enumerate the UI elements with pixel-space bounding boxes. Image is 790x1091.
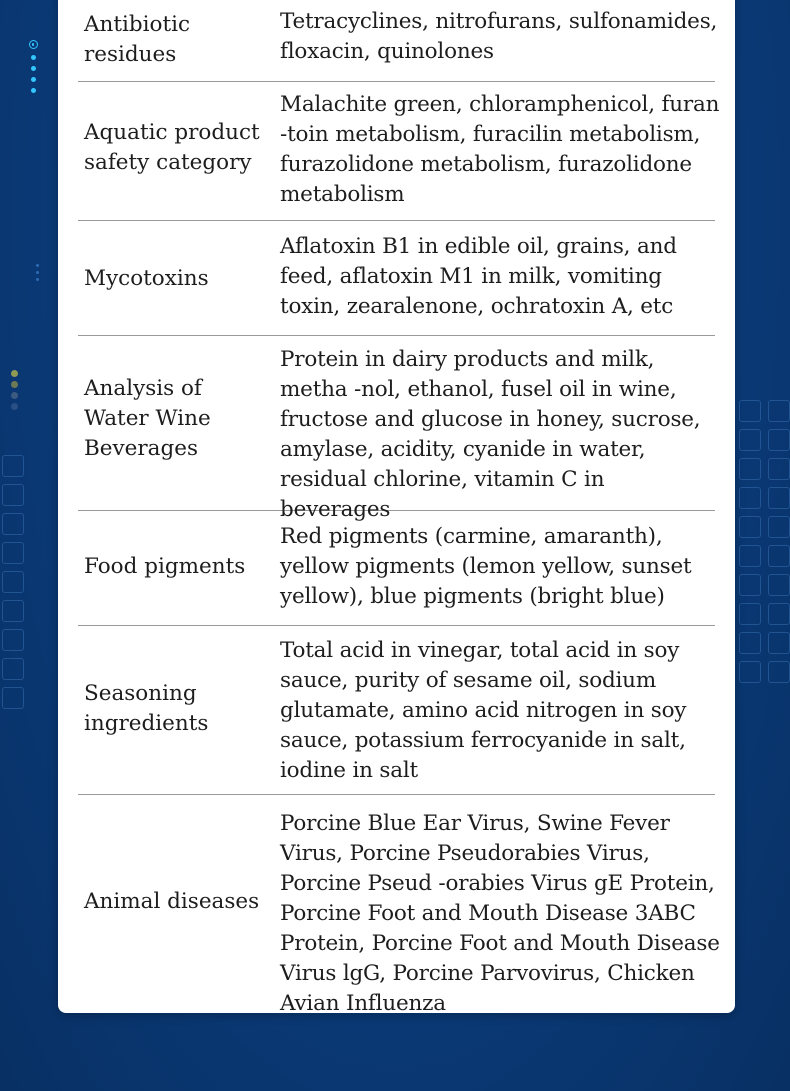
dot-icon — [31, 88, 36, 93]
category-label: Mycotoxins — [84, 266, 209, 291]
decorative-square-grid-right — [739, 400, 790, 683]
table-row — [78, 0, 718, 82]
table-row — [78, 82, 720, 221]
category-description: Tetracyclines, nitrofurans, sulfonamides, floxacin, quinolones — [280, 9, 718, 64]
category-description: Malachite green, chloramphenicol, furan -toin metabolism, furacilin metabolism, furazolidone metabolism, furazolidone metabolism — [280, 92, 720, 207]
decorative-dots — [36, 264, 39, 285]
scroll-indicator-dots — [28, 40, 38, 99]
category-description: Total acid in vinegar, total acid in soy sauce, purity of sesame oil, sodium glutamate, amino acid nitrogen in soy sauce, potassium ferrocyanide in salt, iodine in salt — [280, 638, 687, 783]
category-description: Red pigments (carmine, amaranth), yellow pigments (lemon yellow, sunset yellow), blue pigments (bright blue) — [280, 524, 692, 609]
category-label: Antibiotic residues — [84, 12, 191, 67]
dot-icon — [31, 55, 36, 60]
category-label: Seasoning ingredients — [84, 681, 209, 736]
category-label: Animal diseases — [84, 889, 260, 914]
dot-icon — [31, 66, 36, 71]
category-description: Porcine Blue Ear Virus, Swine Fever Virus, Porcine Pseudorabies Virus, Porcine Pseud -orabies Virus gE Protein, Porcine Foot and Mouth Disease 3ABC Protein, Porcine Foot and Mouth Disease Virus lgG, Porcine Parvovirus, Chicken Avian Influenza — [280, 811, 720, 1016]
category-label: Analysis of Water Wine Beverages — [84, 376, 211, 461]
table-row — [78, 221, 715, 336]
decorative-olive-dots — [11, 370, 18, 414]
dot-icon — [31, 77, 36, 82]
table-row — [78, 336, 715, 522]
category-description: Protein in dairy products and milk, metha -nol, ethanol, fusel oil in wine, fructose and glucose in honey, sucrose, amylase, acidity, cyanide in water, residual chlorine, vitamin C in beverages — [280, 347, 701, 522]
category-label: Food pigments — [84, 554, 246, 579]
table-row — [78, 795, 720, 1016]
table-row — [78, 511, 715, 626]
category-description: Aflatoxin B1 in edible oil, grains, and feed, aflatoxin M1 in milk, vomiting toxin, zearalenone, ochratoxin A, etc — [280, 234, 677, 319]
active-dot-icon — [29, 40, 38, 49]
category-label: Aquatic product safety category — [84, 120, 260, 175]
table-row — [78, 626, 715, 795]
decorative-square-grid-left — [2, 455, 24, 709]
detection-items-card — [58, 0, 735, 1016]
